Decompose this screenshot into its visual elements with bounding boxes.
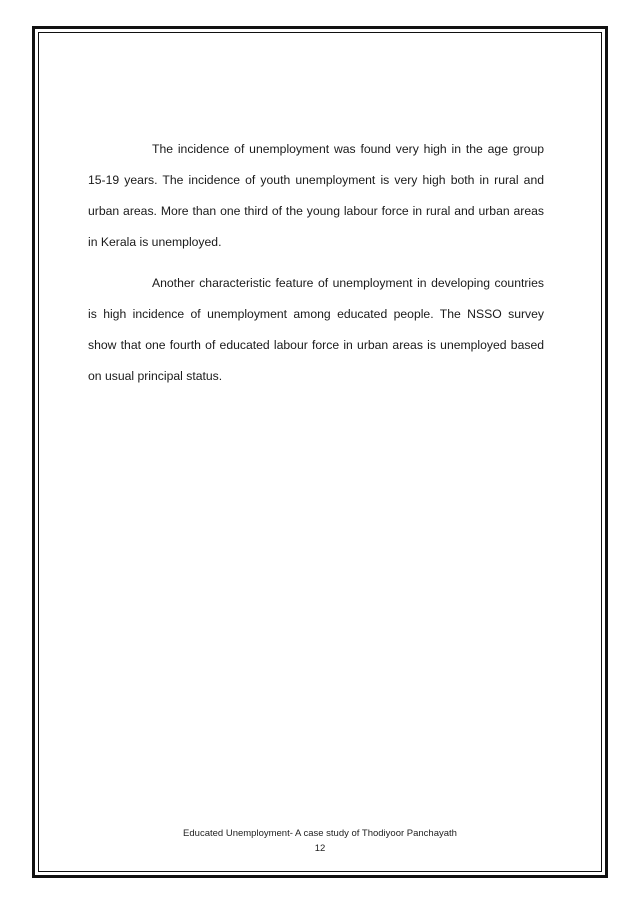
footer-title: Educated Unemployment- A case study of Thodiyoor Panchayath bbox=[183, 828, 457, 839]
page-footer bbox=[38, 826, 602, 856]
paragraph: The incidence of unemployment was found very high in the age group 15-19 years. The incidence of youth unemployment is very high both in rural and urban areas. More than one third of the young labour force in rural and urban areas in Kerala is unemployed. bbox=[88, 142, 544, 249]
document-body bbox=[88, 134, 544, 402]
paragraph: Another characteristic feature of unemployment in developing countries is high incidence of unemployment among educated people. The NSSO survey show that one fourth of educated labour force in urban areas is unemployed based on usual principal status. bbox=[88, 276, 544, 383]
page-number: 12 bbox=[314, 843, 326, 854]
